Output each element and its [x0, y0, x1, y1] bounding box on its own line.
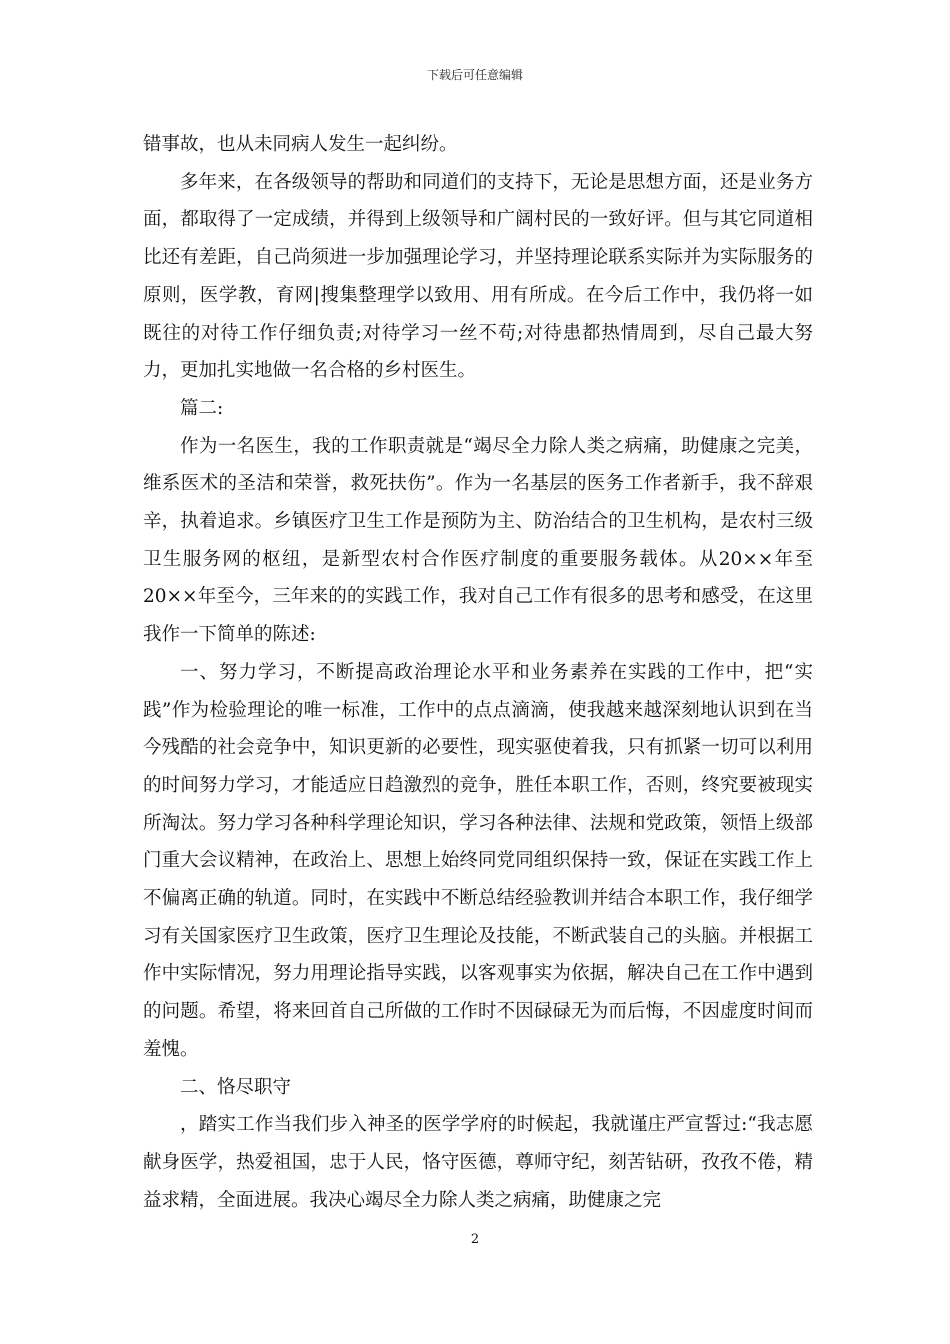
paragraph-oath: ，踏实工作当我们步入神圣的医学学府的时候起，我就谨庄严宣誓过:“我志愿献身医学，热爱祖国，忠于人民，恪守医德，尊师守纪，刻苦钻研，孜孜不倦，精益求精，全面进展。我决心竭尽全力除人类之病痛，助健康之完 — [143, 1114, 813, 1211]
paragraph-duty: 作为一名医生，我的工作职责就是“竭尽全力除人类之病痛，助健康之完美，维系医术的圣洁和荣誉，救死扶伤”。作为一名基层的医务工作者新手，我不辞艰辛，执着追求。乡镇医疗卫生工作是预防为主、防治结合的卫生机构，是农村三级卫生服务网的枢纽，是新型农村合作医疗制度的重要服务载体。从20××年至20××年至今，三年来的的实践工作，我对自己工作有很多的思考和感受，在这里我作一下简单的陈述: — [143, 435, 813, 646]
page-header-note: 下载后可任意编辑 — [426, 68, 523, 82]
page-number: 2 — [470, 1232, 480, 1247]
paragraph-study: 一、努力学习，不断提高政治理论水平和业务素养在实践的工作中，把“实践”作为检验理论的唯一标准，工作中的点点滴滴，使我越来越深刻地认识到在当今残酷的社会竞争中，知识更新的必要性，现实驱使着我，只有抓紧一切可以利用的时间努力学习，才能适应日趋激烈的竞争，胜任本职工作，否则，终究要被现实所淘汰。努力学习各种科学理论知识，学习各种法律、法规和党政策，领悟上级部门重大会议精神，在政治上、思想上始终同党同组织保持一致，保证在实践工作上不偏离正确的轨道。同时，在实践中不断总结经验教训并结合本职工作，我仔细学习有关国家医疗卫生政策，医疗卫生理论及技能，不断武装自己的头脑。并根据工作中实际情况，努力用理论指导实践，以客观事实为依据，解决自己在工作中遇到的问题。希望，将来回首自己所做的工作时不因碌碌无为而后悔，不因虚度时间而羞愧。 — [143, 661, 813, 1060]
paragraph-continuation: 错事故，也从未同病人发生一起纠纷。 — [143, 134, 458, 155]
section-heading-dedication: 二、恪尽职守 — [180, 1076, 292, 1098]
paragraph-summary: 多年来，在各级领导的帮助和同道们的支持下，无论是思想方面，还是业务方面，都取得了一定成绩，并得到上级领导和广阔村民的一致好评。但与其它同道相比还有差距，自己尚须进一步加强理论学习，并坚持理论联系实际并为实际服务的原则，医学教，育网|搜集整理学以致用、用有所成。在今后工作中，我仍将一如既往的对待工作仔细负责;对待学习一丝不苟;对待患都热情周到，尽自己最大努力，更加扎实地做一名合格的乡村医生。 — [143, 171, 813, 382]
section-heading-part-two: 篇二: — [180, 397, 224, 419]
document-body — [143, 126, 813, 1219]
